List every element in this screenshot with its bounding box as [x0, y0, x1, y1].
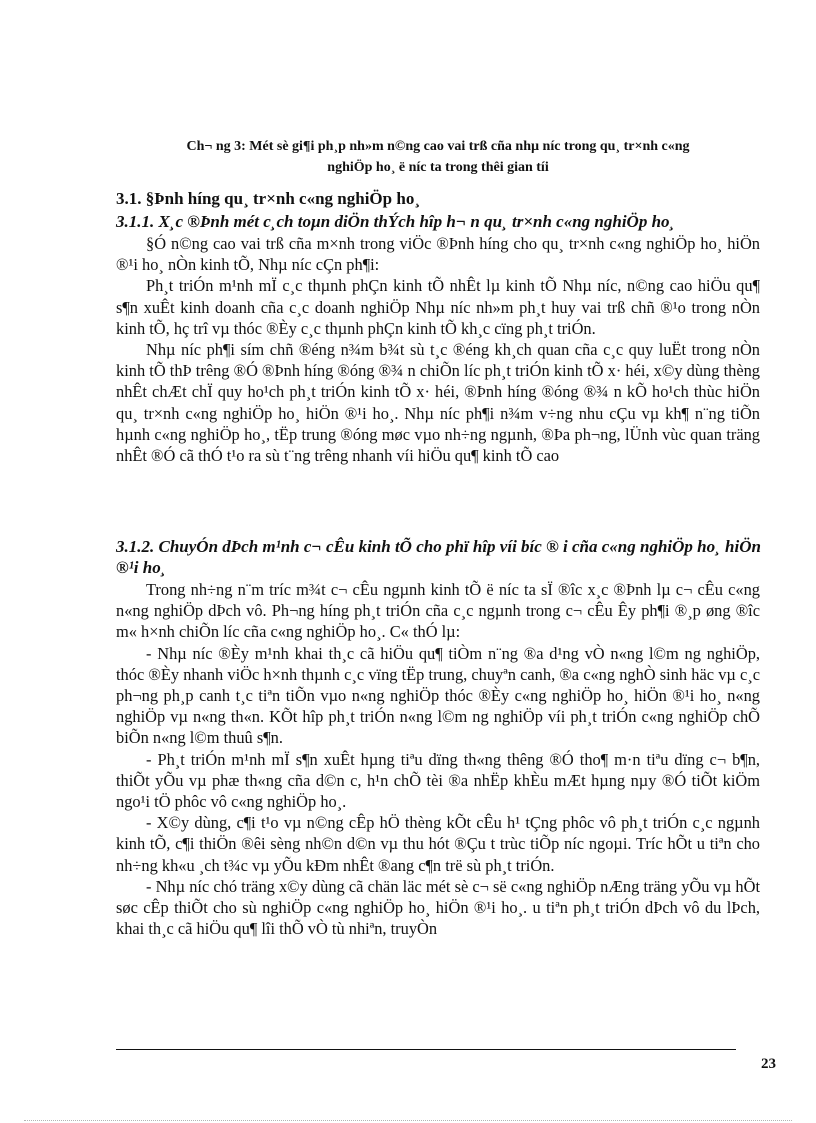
chapter-title-line-2: nghiÖp ho¸ ë níc ta trong thêi gian tíi — [327, 160, 549, 175]
paragraph: - Nhµ níc ®Èy m¹nh khai th¸c cã hiÖu qu¶ tiÒm n¨ng ®a d¹ng vÒ n«ng l©m ng nghiÖp, thóc ®Èy nhanh viÖc h×nh thµnh c¸c vïng tËp trung, chuyªn canh, ®a c«ng nghÒ sinh häc vµ c¸c ph¬ng ph¸p canh t¸c tiªn tiÕn vµo n«ng nghiÖp thóc ®Èy c«ng nghiÖp ho¸ hiÖn ®¹i ho¸ n«ng nghiÖp vµ n«ng th«n. KÕt hîp ph¸t triÓn n«ng l©m ng nghiÖp víi ph¸t triÓn c«ng nghiÖp chÕ biÕn n«ng l©m thuû s¶n. — [116, 643, 760, 748]
section-heading-3-1: 3.1. §Þnh híng qu¸ tr×nh c«ng nghiÖp ho¸ — [116, 189, 420, 208]
body-block-2 — [116, 579, 760, 939]
page-number: 23 — [761, 1056, 776, 1072]
subsection-heading-3-1-1: 3.1.1. X¸c ®Þnh mét c¸ch toµn diÖn thÝch hîp h¬ n qu¸ tr×nh c«ng nghiÖp ho¸ — [116, 212, 676, 231]
page-edge-dotted-line — [24, 1120, 792, 1121]
footer-rule — [116, 1049, 736, 1050]
paragraph: - X©y dùng, c¶i t¹o vµ n©ng cÊp hÖ thèng kÕt cÊu h¹ tÇng phôc vô ph¸t triÓn c¸c ngµnh kinh tÕ, c¶i thiÖn ®êi sèng nh©n d©n vµ thu hót ®Çu t trùc tiÕp níc ngoµi. Tríc hÕt u tiªn cho nh÷ng kh«u ¸ch t¾c vµ yÕu kÐm nhÊt ®ang c¶n trë sù ph¸t triÓn. — [116, 813, 760, 875]
paragraph: - Ph¸t triÓn m¹nh mÏ s¶n xuÊt hµng tiªu dïng th«ng thêng ®Ó tho¶ m·n tiªu dïng c¬ b¶n, thiÕt yÕu vµ phæ th«ng cña d©n c, h¹n chÕ tèi ®a nhËp khÈu mÆt hµng nµy ®Ó tiÕt kiÖm ngo¹i tÖ phôc vô c«ng nghiÖp ho¸. — [116, 749, 760, 812]
chapter-title-line-1: Ch¬ ng 3: Mét sè gi¶i ph¸p nh»m n©ng cao vai trß cña nhµ níc trong qu¸ tr×nh c«ng — [186, 139, 690, 154]
body-block-1 — [116, 233, 760, 466]
subsection-heading-3-1-2: 3.1.2. ChuyÓn dÞch m¹nh c¬ cÊu kinh tÕ cho phï hîp víi bíc ® i cña c«ng nghiÖp ho¸ hiÖn ®¹i ho¸ — [116, 537, 761, 577]
paragraph: §Ó n©ng cao vai trß cña m×nh trong viÖc ®Þnh híng cho qu¸ tr×nh c«ng nghiÖp ho¸ hiÖn ®¹i ho¸ nÒn kinh tÕ, Nhµ níc cÇn ph¶i: — [116, 234, 760, 275]
paragraph: Nhµ níc ph¶i sím chñ ®éng n¾m b¾t sù t¸c ®éng kh¸ch quan cña c¸c quy luËt trong nÒn kinh tÕ thÞ trêng ®Ó ®Þnh híng ®óng ®¾ n chiÕn líc ph¸t triÓn kinh tÕ x· héi, x©y dùng thèng nhÊt chÆt chÏ quy ho¹ch ph¸t triÓn kinh tÕ x· héi, ®Þnh híng ®óng ®¾ n kÕ ho¹ch thùc hiÖn qu¸ tr×nh c«ng nghiÖp ho¸ hiÖn ®¹i ho¸. Nhµ níc ph¶i n¾m v÷ng nhu cÇu vµ kh¶ n¨ng tiÕn hµnh c«ng nghiÖp ho¸, tËp trung ®óng møc vµo nh÷ng ngµnh, ®Þa ph¬ng, lÜnh vùc quan träng nhÊt ®Ó cã thÓ t¹o ra sù t¨ng trêng nhanh víi hiÖu qu¶ kinh tÕ cao — [116, 340, 760, 466]
chapter-title — [118, 136, 758, 178]
paragraph: - Nhµ níc chó träng x©y dùng cã chän läc mét sè c¬ së c«ng nghiÖp nÆng träng yÕu vµ hÕt søc cÊp thiÕt cho sù nghiÖp c«ng nghiÖp ho¸ hiÖn ®¹i ho¸. u tiªn ph¸t triÓn dÞch vô du lÞch, khai th¸c cã hiÖu qu¶ lîi thÕ vÒ tù nhiªn, truyÒn — [116, 876, 760, 939]
paragraph: Ph¸t triÓn m¹nh mÏ c¸c thµnh phÇn kinh tÕ nhÊt lµ kinh tÕ Nhµ níc, n©ng cao hiÖu qu¶ s¶n xuÊt kinh doanh cña c¸c doanh nghiÖp Nhµ níc nh»m ph¸t huy vai trß chñ ®¹o trong nÒn kinh tÕ, hç trî vµ thóc ®Èy c¸c thµnh phÇn kinh tÕ kh¸c cïng ph¸t triÓn. — [116, 276, 760, 338]
paragraph: Trong nh÷ng n¨m tríc m¾t c¬ cÊu ngµnh kinh tÕ ë níc ta sÏ ®îc x¸c ®Þnh lµ c¬ cÊu c«ng n«ng nghiÖp dÞch vô. Ph¬ng híng ph¸t triÓn cña c¸c ngµnh trong c¬ cÊu Êy ph¶i ®¸p øng ®îc m« h×nh chiÕn líc cña c«ng nghiÖp ho¸. C« thÓ lµ: — [116, 580, 760, 642]
